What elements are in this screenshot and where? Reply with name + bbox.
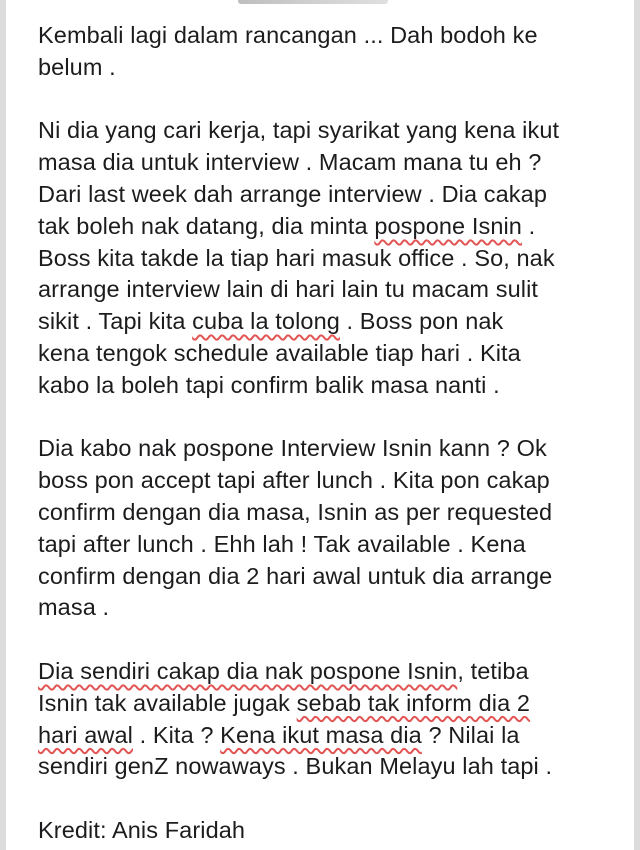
underlined-phrase: Dia sendiri cakap dia nak pospone Isnin [38, 657, 458, 684]
text-line [38, 656, 618, 688]
text-segment: belum . [38, 53, 116, 80]
text-line [38, 115, 618, 147]
text-segment: , tetiba [457, 657, 529, 684]
text-segment: kena tengok schedule available tiap hari . Kita [38, 339, 521, 366]
text-line [38, 751, 618, 783]
text-line [38, 147, 618, 179]
text-line [38, 20, 618, 52]
text-line [38, 338, 618, 370]
text-line [38, 370, 618, 402]
text-segment: arrange interview lain di hari lain tu macam sulit [38, 276, 539, 303]
paragraph-4 [38, 656, 618, 783]
text-segment: sikit . Tapi kita [38, 308, 193, 335]
text-segment: . [521, 212, 536, 239]
text-line [38, 497, 618, 529]
text-segment: ? Nilai la [421, 721, 520, 748]
text-line [38, 52, 618, 84]
text-segment: masa dia untuk interview . Macam mana tu eh ? [38, 149, 542, 176]
text-segment: . Boss pon nak [339, 308, 504, 335]
text-segment: Dari last week dah arrange interview . Dia cakap [38, 180, 547, 207]
text-line [38, 179, 618, 211]
text-line [38, 720, 618, 752]
underlined-phrase: hari awal [38, 721, 133, 748]
text-segment: Boss kita takde la tiap hari masuk office . So, nak [38, 244, 555, 271]
underlined-phrase: Kena ikut masa dia [220, 721, 422, 748]
text-segment: Dia kabo nak pospone Interview Isnin kann ? Ok [38, 435, 547, 462]
text-segment: masa . [38, 594, 110, 621]
text-line [38, 243, 618, 275]
top-cropped-artifact [238, 0, 388, 4]
text-line [38, 561, 618, 593]
text-line [38, 433, 618, 465]
text-line [38, 306, 618, 338]
right-edge-shadow [634, 0, 640, 850]
text-line [38, 211, 618, 243]
text-line [38, 529, 618, 561]
text-segment: tapi after lunch . Ehh lah ! Tak available . Kena [38, 530, 526, 557]
text-segment: tak boleh nak datang, dia minta [38, 212, 375, 239]
paragraph-3 [38, 433, 618, 624]
post-text-body [38, 20, 618, 847]
underlined-phrase: pospone Isnin [374, 212, 522, 239]
underlined-phrase: cuba la tolong [192, 308, 340, 335]
text-segment: sendiri genZ nowaways . Bukan Melayu lah tapi . [38, 753, 553, 780]
underlined-phrase: sebab tak inform dia 2 [296, 689, 531, 716]
text-line [38, 592, 618, 624]
text-segment: boss pon accept tapi after lunch . Kita pon cakap [38, 467, 550, 494]
text-segment: . Kita ? [132, 721, 221, 748]
text-segment: confirm dengan dia 2 hari awal untuk dia arrange [38, 562, 553, 589]
text-segment: Isnin tak available jugak [38, 689, 297, 716]
paragraph-1 [38, 20, 618, 84]
left-edge-shadow [0, 0, 6, 850]
text-segment: confirm dengan dia masa, Isnin as per requested [38, 498, 553, 525]
paragraph-2 [38, 115, 618, 401]
text-line [38, 465, 618, 497]
text-segment: Kembali lagi dalam rancangan ... Dah bodoh ke [38, 22, 538, 48]
text-segment: Ni dia yang cari kerja, tapi syarikat yang kena ikut [38, 117, 560, 144]
text-segment: kabo la boleh tapi confirm balik masa nanti . [38, 371, 500, 398]
text-line [38, 274, 618, 306]
credit-line: Kredit: Anis Faridah [38, 816, 246, 843]
text-line [38, 688, 618, 720]
